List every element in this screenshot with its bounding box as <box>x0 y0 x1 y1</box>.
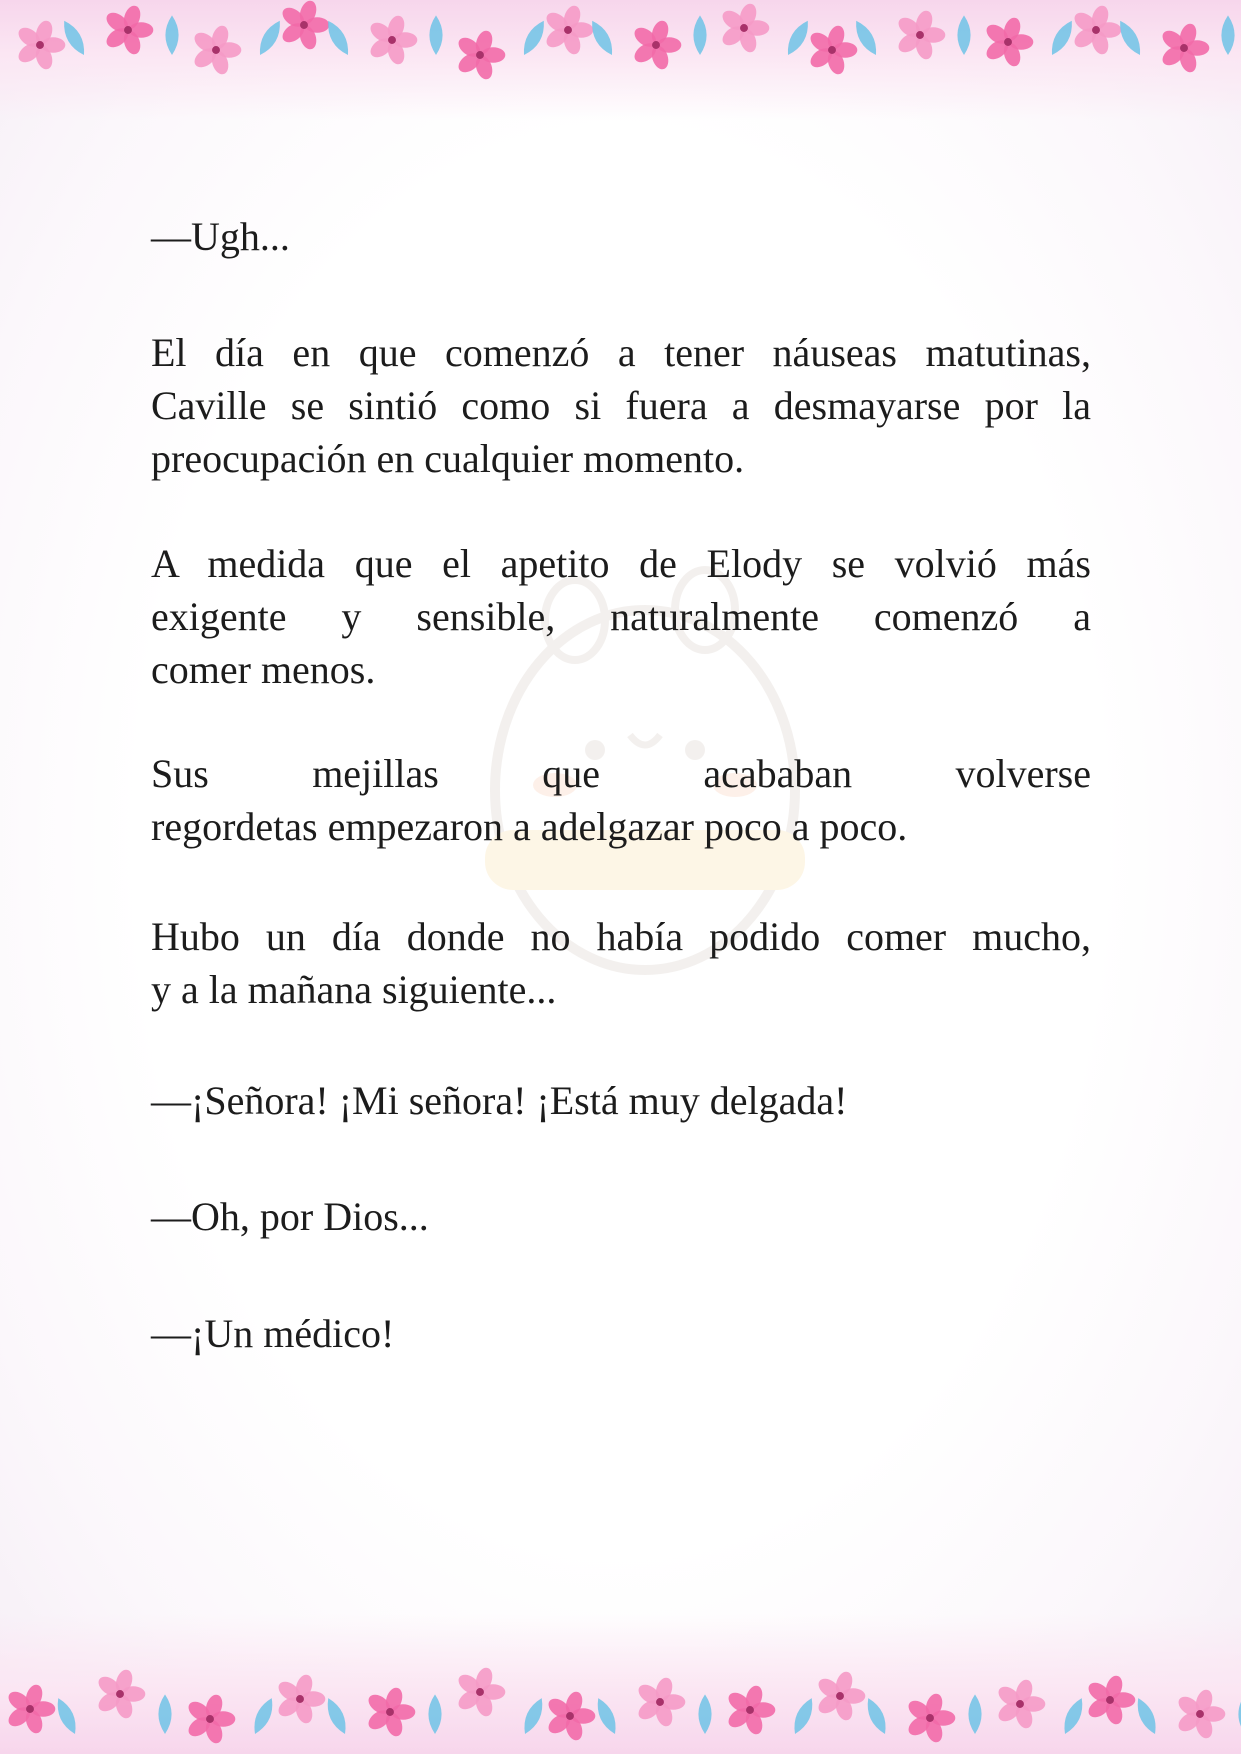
paragraph-5 <box>151 910 1091 1016</box>
flower-icon <box>815 1670 865 1723</box>
text-line: comer menos. <box>151 647 376 692</box>
flower-icon <box>367 14 417 67</box>
flower-icon <box>1085 1674 1135 1727</box>
flower-garland-bottom-icon <box>0 1614 1241 1754</box>
leaf-icon <box>518 17 549 58</box>
leaf-icon <box>1046 17 1077 58</box>
flower-icon <box>5 1683 55 1736</box>
leaf-icon <box>968 1694 981 1734</box>
leaf-icon <box>322 1695 351 1736</box>
flower-icon <box>895 9 945 62</box>
flower-icon <box>185 1693 235 1746</box>
paragraph-4 <box>151 747 1091 853</box>
flower-icon <box>631 19 681 72</box>
flower-icon <box>15 19 65 72</box>
text-line: Caville se sintió como si fuera a desmayarse por la <box>151 383 1091 428</box>
flower-icon <box>983 16 1033 69</box>
leaf-icon <box>789 1695 818 1736</box>
leaf-icon <box>1132 1695 1161 1736</box>
leaf-icon <box>1114 17 1145 58</box>
flower-icon <box>719 2 769 55</box>
flower-icon <box>905 1692 955 1745</box>
leaf-icon <box>698 1694 711 1734</box>
floral-border-bottom <box>0 1614 1241 1754</box>
leaf-icon <box>249 1695 278 1736</box>
leaf-icon <box>693 15 706 55</box>
text-line: preocupación en cualquier momento. <box>151 436 745 481</box>
text-line: —Oh, por Dios... <box>151 1194 429 1239</box>
paragraph-1 <box>151 210 1091 263</box>
paragraph-8 <box>151 1307 1091 1360</box>
leaf-icon <box>519 1695 548 1736</box>
text-line: Sus mejillas que acababan volverse <box>151 751 1091 796</box>
text-line: —¡Señora! ¡Mi señora! ¡Está muy delgada! <box>151 1078 848 1123</box>
flower-icon <box>455 29 505 82</box>
leaf-icon <box>165 15 178 55</box>
leaf-icon <box>254 17 285 58</box>
flower-icon <box>725 1684 775 1737</box>
flower-icon <box>807 24 857 77</box>
leaf-icon <box>428 1694 441 1734</box>
flower-icon <box>191 24 241 77</box>
leaf-icon <box>586 17 617 58</box>
flower-icon <box>635 1676 685 1729</box>
flower-icon <box>1175 1688 1225 1741</box>
flower-icon <box>455 1666 505 1719</box>
paragraph-2 <box>151 326 1091 485</box>
flower-icon <box>365 1686 415 1739</box>
text-line: El día en que comenzó a tener náuseas matutinas, <box>151 330 1091 375</box>
paragraph-3 <box>151 537 1091 696</box>
leaf-icon <box>158 1694 171 1734</box>
text-line: exigente y sensible, naturalmente comenzó a <box>151 594 1091 639</box>
flower-icon <box>275 1673 325 1726</box>
flower-icon <box>543 4 593 57</box>
leaf-icon <box>592 1695 621 1736</box>
leaf-icon <box>782 17 813 58</box>
flower-icon <box>103 4 153 57</box>
flower-icon <box>1071 4 1121 57</box>
flower-icon <box>545 1690 595 1743</box>
floral-border-top <box>0 0 1241 120</box>
text-line: regordetas empezaron a adelgazar poco a poco. <box>151 804 908 849</box>
text-line: —Ugh... <box>151 214 290 259</box>
text-line: —¡Un médico! <box>151 1311 395 1356</box>
leaf-icon <box>862 1695 891 1736</box>
flower-icon <box>995 1678 1045 1731</box>
leaf-icon <box>957 15 970 55</box>
leaf-icon <box>1221 15 1234 55</box>
flower-garland-top-icon <box>0 0 1241 120</box>
leaf-icon <box>429 15 442 55</box>
leaf-icon <box>52 1695 81 1736</box>
leaf-icon <box>1059 1695 1088 1736</box>
flower-icon <box>1159 22 1209 75</box>
paragraph-7 <box>151 1190 1091 1243</box>
text-line: Hubo un día donde no había podido comer mucho, <box>151 914 1091 959</box>
text-line: A medida que el apetito de Elody se volvió más <box>151 541 1091 586</box>
paragraph-6 <box>151 1074 1091 1127</box>
leaf-icon <box>58 17 89 58</box>
flower-icon <box>279 0 329 51</box>
text-line: y a la mañana siguiente... <box>151 967 557 1012</box>
flower-icon <box>95 1668 145 1721</box>
